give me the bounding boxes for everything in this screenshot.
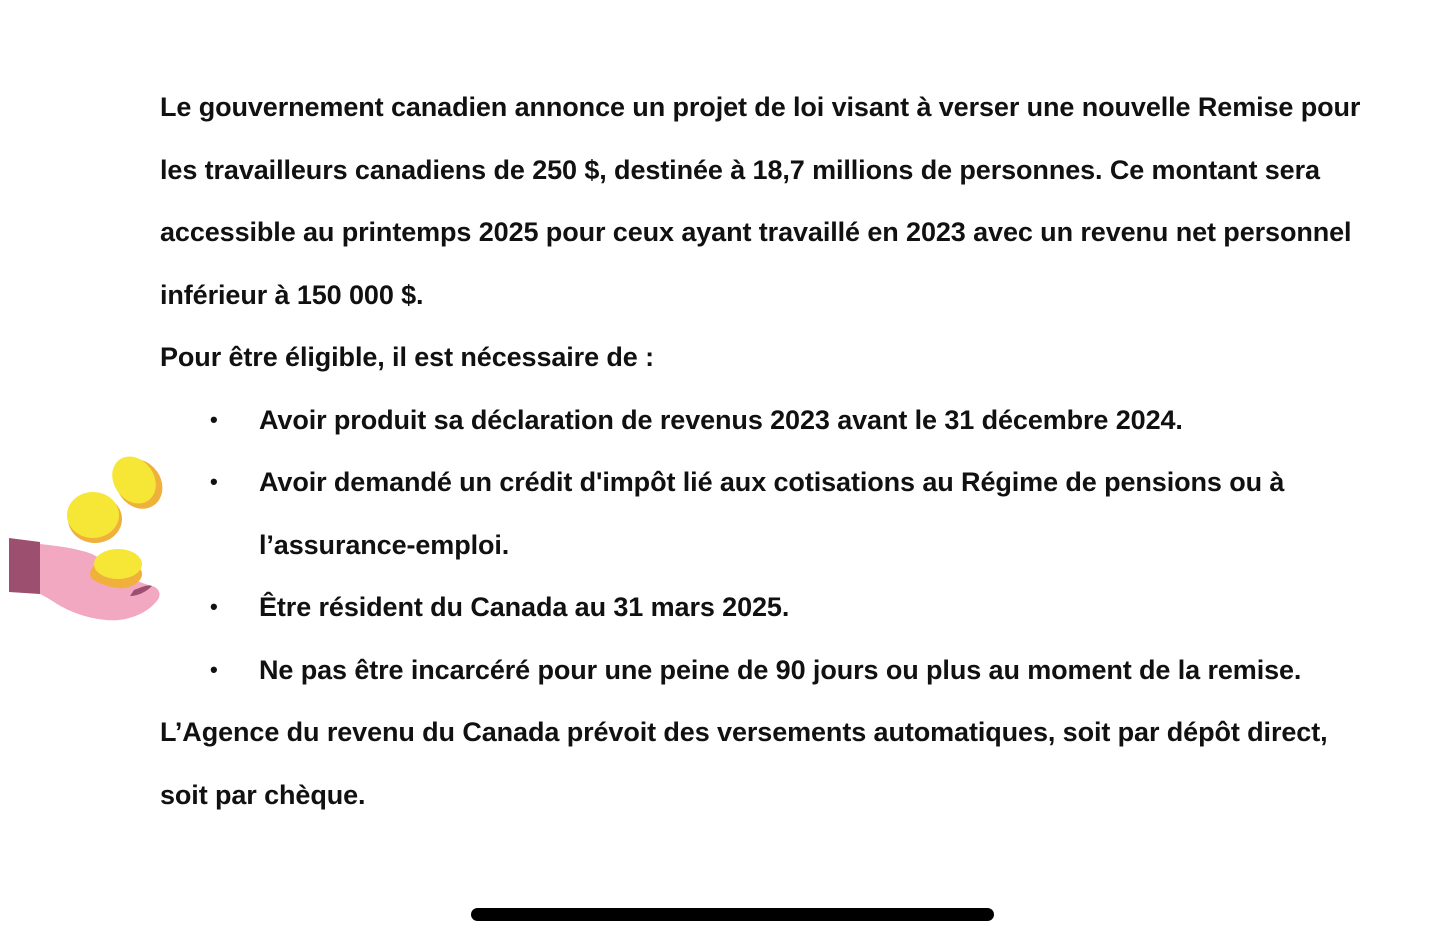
bullet-icon: • [210, 406, 218, 432]
eligibility-list [160, 389, 1370, 702]
intro-paragraph: Le gouvernement canadien annonce un projet de loi visant à verser une nouvelle Remise pour les travailleurs canadiens de 250 $, destinée à 18,7 millions de personnes. Ce montant sera accessible au printemps 2025 pour ceux ayant travaillé en 2023 avec un revenu net personnel inférieur à 150 000 $. [160, 92, 1361, 310]
list-item [160, 639, 1370, 702]
sleeve-shape [9, 538, 40, 594]
bullet-icon: • [210, 469, 218, 494]
hand-with-coins-graphic [6, 450, 166, 630]
bullet-icon: • [210, 594, 218, 619]
criterion-text: Avoir demandé un crédit d'impôt lié aux cotisations au Régime de pensions ou à l’assurance-emploi. [259, 467, 1285, 560]
hand-with-coins-icon [6, 450, 166, 630]
list-item [160, 389, 1370, 452]
criterion-text: Ne pas être incarcéré pour une peine de 90 jours ou plus au moment de la remise. [259, 654, 1302, 685]
coin-face [94, 549, 142, 579]
bullet-icon: • [210, 656, 218, 682]
criterion-text: Être résident du Canada au 31 mars 2025. [259, 592, 790, 622]
eligibility-heading: Pour être éligible, il est nécessaire de : [160, 342, 655, 372]
closing-paragraph: L’Agence du revenu du Canada prévoit des versements automatiques, soit par dépôt direct, soit par chèque. [160, 717, 1328, 810]
document-body [160, 76, 1370, 826]
home-indicator[interactable] [471, 908, 994, 921]
list-item [160, 576, 1370, 639]
criterion-text: Avoir produit sa déclaration de revenus 2023 avant le 31 décembre 2024. [259, 404, 1183, 435]
coin-face [67, 492, 119, 538]
list-item [160, 451, 1370, 576]
